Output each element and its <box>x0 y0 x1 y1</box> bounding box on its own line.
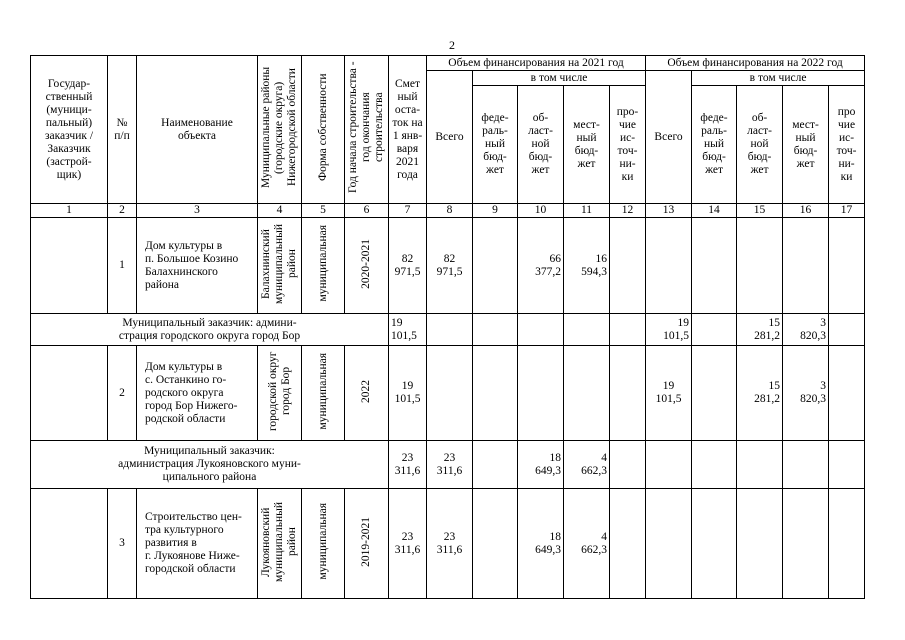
header-district-text: Муниципальные районы (городские округа) Нижегородской области <box>260 66 298 189</box>
years-text: 2020-2021 <box>360 238 372 289</box>
estimate-cell: 19 101,5 <box>389 346 427 441</box>
total-2021-cell <box>427 346 473 441</box>
customer-group-label: Муниципальный заказчик: администрация Лукояновского муни- ципального района <box>31 441 389 489</box>
local-2021-cell: 4 662,3 <box>564 441 610 489</box>
local-2022-cell <box>783 218 829 314</box>
local-2022-cell: 3 820,3 <box>783 314 829 346</box>
ownership-cell <box>302 489 345 599</box>
estimate-cell: 19 101,5 <box>389 314 427 346</box>
regional-2022-cell: 15 281,2 <box>737 314 783 346</box>
other-2022-cell <box>829 314 865 346</box>
column-number: 13 <box>646 204 692 218</box>
header-years <box>345 56 389 204</box>
federal-2022-cell <box>692 441 737 489</box>
district-cell <box>258 218 302 314</box>
district-text: Балахнинский муниципальный район <box>260 223 298 304</box>
column-number: 11 <box>564 204 610 218</box>
local-2021-cell <box>564 346 610 441</box>
estimate-cell: 23 311,6 <box>389 441 427 489</box>
years-text: 2022 <box>360 379 372 403</box>
header-object-name: Наименование объекта <box>137 56 258 204</box>
regional-2021-cell: 66 377,2 <box>518 218 564 314</box>
object-name: Дом культуры в п. Большое Козино Балахнинского района <box>137 218 258 314</box>
total-2021-cell <box>427 314 473 346</box>
header-fin-2021: Объем финансирования на 2021 год <box>427 56 646 71</box>
header-customer: Государ- ственный (муници- пальный) заказчик / Заказчик (застрой- щик) <box>31 56 108 204</box>
table-row-customer-lukoyanov <box>31 441 865 489</box>
ownership-text: муниципальная <box>316 352 329 430</box>
header-district <box>258 56 302 204</box>
header-other-2021: про- чие ис- точ- ни- ки <box>610 86 646 204</box>
federal-2022-cell <box>692 218 737 314</box>
header-estimate: Смет ный оста- ток на 1 янв- варя 2021 года <box>389 56 427 204</box>
federal-2021-cell <box>473 314 518 346</box>
regional-2022-cell <box>737 489 783 599</box>
district-text: городской округ город Бор <box>266 351 292 431</box>
column-number: 6 <box>345 204 389 218</box>
federal-2021-cell <box>473 489 518 599</box>
table-row-object-2 <box>31 346 865 441</box>
customer-cell <box>31 346 108 441</box>
row-number: 3 <box>108 489 137 599</box>
header-local-2021: мест- ный бюд- жет <box>564 86 610 204</box>
regional-2021-cell: 18 649,3 <box>518 489 564 599</box>
header-number: № п/п <box>108 56 137 204</box>
ownership-text: муниципальная <box>316 503 329 580</box>
table-row-object-1 <box>31 218 865 314</box>
header-regional-2021: об- ласт- ной бюд- жет <box>518 86 564 204</box>
federal-2021-cell <box>473 441 518 489</box>
other-2022-cell <box>829 218 865 314</box>
total-2021-cell: 82 971,5 <box>427 218 473 314</box>
federal-2022-cell <box>692 489 737 599</box>
years-cell <box>345 218 389 314</box>
other-2022-cell <box>829 489 865 599</box>
financing-table <box>30 55 865 599</box>
column-number: 15 <box>737 204 783 218</box>
other-2022-cell <box>829 441 865 489</box>
federal-2021-cell <box>473 218 518 314</box>
header-federal-2021: феде- раль- ный бюд- жет <box>473 86 518 204</box>
other-2022-cell <box>829 346 865 441</box>
years-text: 2019-2021 <box>360 516 372 567</box>
customer-group-label: Муниципальный заказчик: админи- страция городского округа город Бор <box>31 314 389 346</box>
column-number: 2 <box>108 204 137 218</box>
table-row-customer-bor <box>31 314 865 346</box>
customer-cell <box>31 489 108 599</box>
district-text: Лукояновский муниципальный район <box>260 501 298 582</box>
row-number: 1 <box>108 218 137 314</box>
district-cell <box>258 489 302 599</box>
federal-2022-cell <box>692 346 737 441</box>
ownership-cell <box>302 218 345 314</box>
total-2022-cell <box>646 441 692 489</box>
ownership-cell <box>302 346 345 441</box>
customer-cell <box>31 218 108 314</box>
estimate-cell: 82 971,5 <box>389 218 427 314</box>
column-number: 9 <box>473 204 518 218</box>
header-federal-2022: феде- раль- ный бюд- жет <box>692 86 737 204</box>
other-2021-cell <box>610 346 646 441</box>
local-2021-cell: 16 594,3 <box>564 218 610 314</box>
header-ownership-text: Форма собственности <box>316 73 329 182</box>
header-incl-2021: в том числе <box>473 71 646 86</box>
years-cell <box>345 489 389 599</box>
header-ownership <box>302 56 345 204</box>
object-name: Дом культуры в с. Останкино го- родского округа город Бор Нижего- родской области <box>137 346 258 441</box>
total-2022-cell: 19 101,5 <box>646 314 692 346</box>
local-2022-cell <box>783 489 829 599</box>
regional-2021-cell <box>518 314 564 346</box>
total-2022-cell: 19 101,5 <box>646 346 692 441</box>
years-cell <box>345 346 389 441</box>
column-number: 8 <box>427 204 473 218</box>
table-row-object-3 <box>31 489 865 599</box>
other-2021-cell <box>610 489 646 599</box>
column-number: 17 <box>829 204 865 218</box>
regional-2022-cell <box>737 218 783 314</box>
column-number: 14 <box>692 204 737 218</box>
header-fin-2022: Объем финансирования на 2022 год <box>646 56 865 71</box>
row-number: 2 <box>108 346 137 441</box>
ownership-text: муниципальная <box>316 225 329 302</box>
total-2022-cell <box>646 489 692 599</box>
header-total-2022: Всего <box>646 71 692 204</box>
local-2022-cell: 3 820,3 <box>783 346 829 441</box>
regional-2022-cell <box>737 441 783 489</box>
header-years-text: Год начала строительства - год окончания строительства <box>347 61 385 194</box>
other-2021-cell <box>610 314 646 346</box>
local-2022-cell <box>783 441 829 489</box>
column-number: 10 <box>518 204 564 218</box>
header-regional-2022: об- ласт- ной бюд- жет <box>737 86 783 204</box>
federal-2022-cell <box>692 314 737 346</box>
district-cell <box>258 346 302 441</box>
other-2021-cell <box>610 218 646 314</box>
regional-2021-cell <box>518 346 564 441</box>
federal-2021-cell <box>473 346 518 441</box>
local-2021-cell <box>564 314 610 346</box>
column-number: 12 <box>610 204 646 218</box>
regional-2021-cell: 18 649,3 <box>518 441 564 489</box>
column-number: 4 <box>258 204 302 218</box>
column-number: 5 <box>302 204 345 218</box>
column-number: 1 <box>31 204 108 218</box>
header-local-2022: мест- ный бюд- жет <box>783 86 829 204</box>
local-2021-cell: 4 662,3 <box>564 489 610 599</box>
estimate-cell: 23 311,6 <box>389 489 427 599</box>
total-2021-cell: 23 311,6 <box>427 489 473 599</box>
column-number-row <box>31 204 865 218</box>
column-number: 7 <box>389 204 427 218</box>
column-number: 3 <box>137 204 258 218</box>
header-other-2022: про чие ис- точ- ни- ки <box>829 86 865 204</box>
page-number: 2 <box>449 38 455 52</box>
total-2022-cell <box>646 218 692 314</box>
header-incl-2022: в том числе <box>692 71 865 86</box>
other-2021-cell <box>610 441 646 489</box>
column-number: 16 <box>783 204 829 218</box>
regional-2022-cell: 15 281,2 <box>737 346 783 441</box>
header-total-2021: Всего <box>427 71 473 204</box>
total-2021-cell: 23 311,6 <box>427 441 473 489</box>
object-name: Строительство цен- тра культурного развития в г. Лукоянове Ниже- городской области <box>137 489 258 599</box>
